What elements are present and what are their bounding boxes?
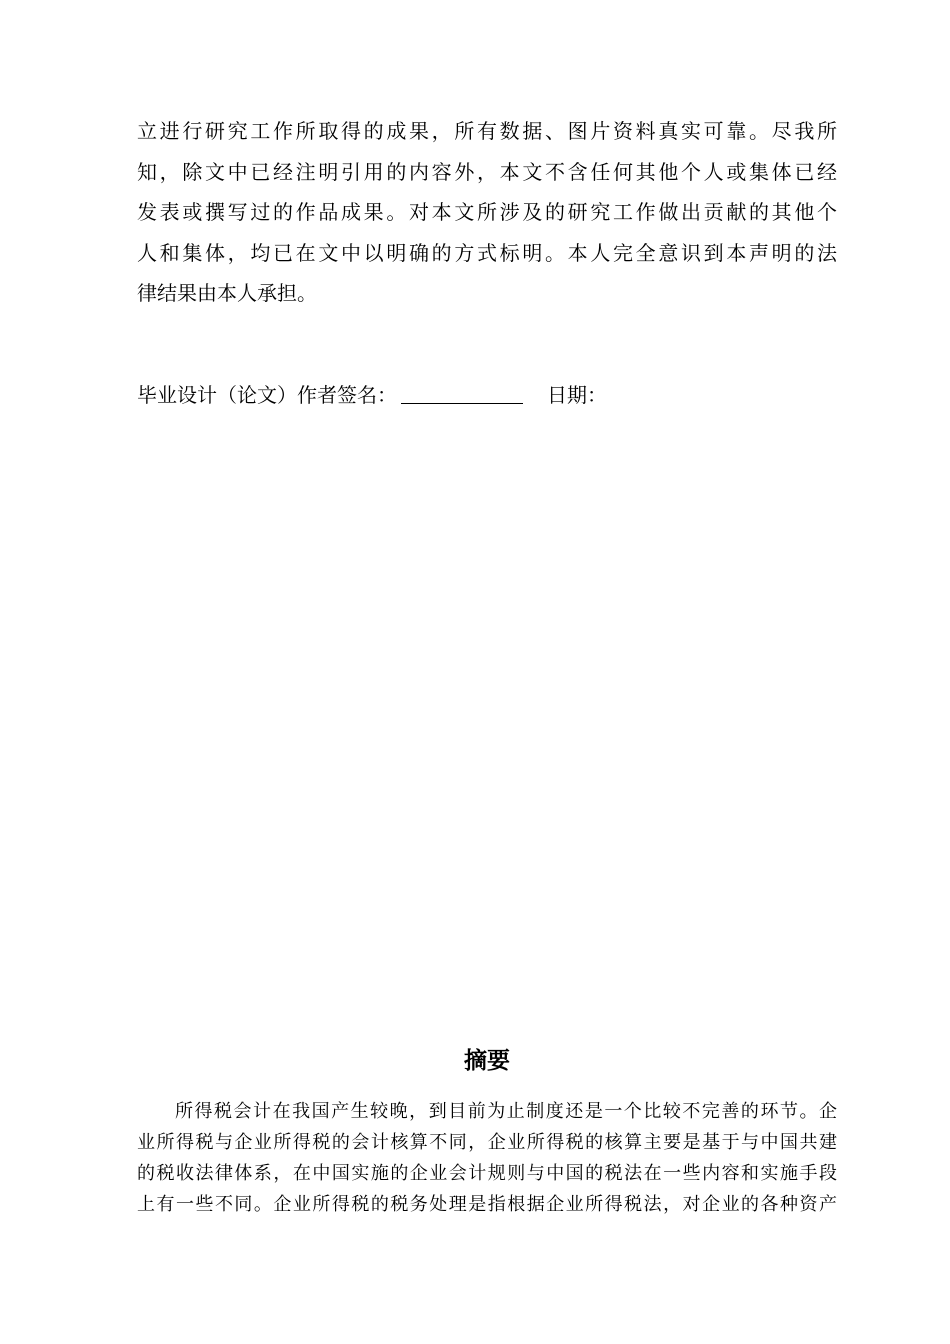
abstract-title: 摘要 <box>464 1048 510 1074</box>
abstract-body <box>137 1096 837 1220</box>
abstract-line: 上有一些不同。企业所得税的税务处理是指根据企业所得税法，对企业的各种资产 <box>137 1194 837 1215</box>
date-label: 日期： <box>547 383 607 407</box>
declaration-line: 发表或撰写过的作品成果。对本文所涉及的研究工作做出贡献的其他个 <box>137 200 837 224</box>
signature-blank-line <box>401 381 523 404</box>
declaration-line: 人和集体，均已在文中以明确的方式标明。本人完全意识到本声明的法 <box>137 240 837 265</box>
abstract-line: 业所得税与企业所得税的会计核算不同，企业所得税的核算主要是基于与中国共建 <box>137 1132 837 1153</box>
abstract-line: 的税收法律体系，在中国实施的企业会计规则与中国的税法在一些内容和实施手段 <box>137 1163 837 1184</box>
declaration-line: 立进行研究工作所取得的成果，所有数据、图片资料真实可靠。尽我所 <box>137 119 837 143</box>
author-signature-label: 毕业设计（论文）作者签名： <box>137 383 397 407</box>
abstract-line: 所得税会计在我国产生较晚，到目前为止制度还是一个比较不完善的环节。企 <box>175 1101 837 1122</box>
signature-row <box>137 378 607 412</box>
declaration-line: 律结果由本人承担。 <box>137 281 317 305</box>
declaration-line: 知，除文中已经注明引用的内容外，本文不含任何其他个人或集体已经 <box>137 159 837 184</box>
declaration-text <box>137 111 837 314</box>
